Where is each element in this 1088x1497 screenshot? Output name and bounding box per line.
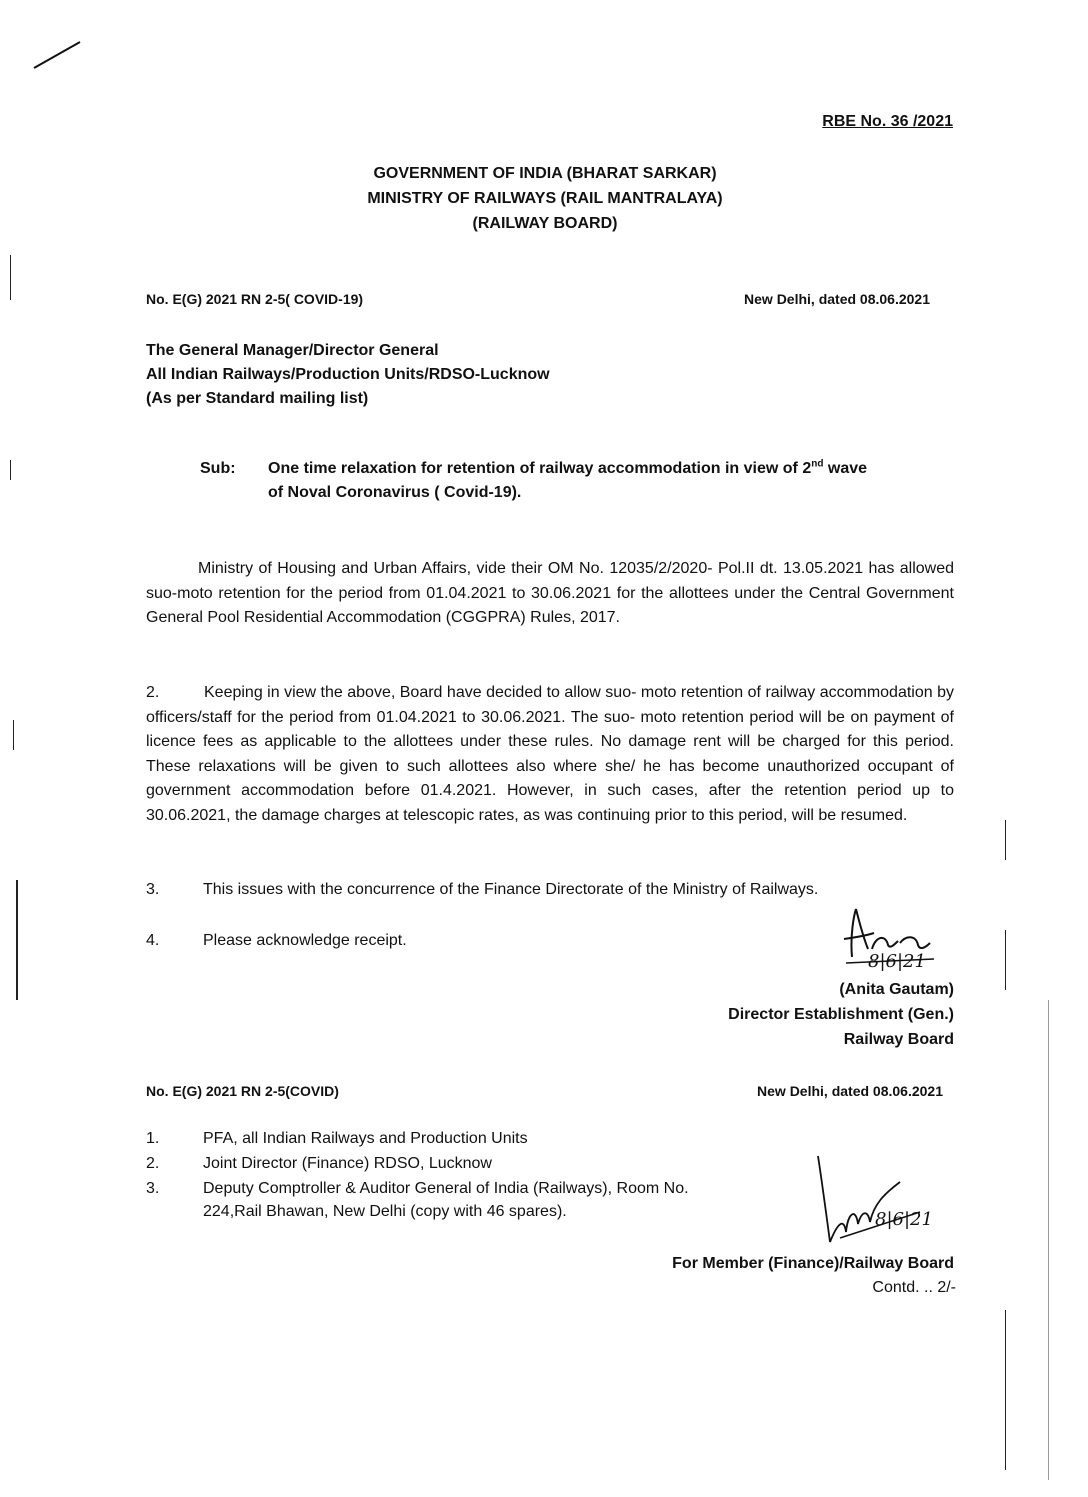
copy-item-3-number: 3. bbox=[146, 1180, 160, 1197]
copy-item-3: Deputy Comptroller & Auditor General of India (Railways), Room No. bbox=[203, 1180, 689, 1197]
paragraph-4-number: 4. bbox=[146, 932, 160, 949]
scan-artifact bbox=[1005, 1310, 1006, 1470]
paragraph-4: Please acknowledge receipt. bbox=[203, 932, 407, 949]
signature-2-date: 8|6|21 bbox=[875, 1209, 933, 1230]
paragraph-3: This issues with the concurrence of the Finance Directorate of the Ministry of Railways. bbox=[203, 881, 819, 898]
addressee-line-1: The General Manager/Director General bbox=[146, 342, 439, 359]
copy-item-2: Joint Director (Finance) RDSO, Lucknow bbox=[203, 1155, 492, 1172]
signatory-office: Railway Board bbox=[843, 1031, 954, 1048]
header-line-2: MINISTRY OF RAILWAYS (RAIL MANTRALAYA) bbox=[367, 190, 723, 207]
signatory-designation: Director Establishment (Gen.) bbox=[728, 1006, 954, 1023]
paragraph-2-number: 2. bbox=[146, 684, 160, 701]
scan-artifact bbox=[16, 880, 18, 1000]
signature-1-date: 8|6|21 bbox=[868, 951, 926, 972]
addressee-line-3: (As per Standard mailing list) bbox=[146, 390, 369, 407]
subject-text-1: One time relaxation for retention of railway accommodation in view of 2 bbox=[268, 460, 812, 477]
header-line-1: GOVERNMENT OF INDIA (BHARAT SARKAR) bbox=[373, 165, 717, 182]
subject-text-2: wave bbox=[823, 460, 868, 477]
letter-number: No. E(G) 2021 RN 2-5( COVID-19) bbox=[146, 291, 364, 307]
rbe-number: RBE No. 36 /2021 bbox=[822, 113, 953, 130]
subject-line-1 bbox=[268, 457, 958, 481]
continued-marker: Contd. .. 2/- bbox=[872, 1279, 956, 1296]
copy-item-2-number: 2. bbox=[146, 1155, 160, 1172]
paragraph-3-number: 3. bbox=[146, 881, 160, 898]
paragraph-2: Keeping in view the above, Board have decided to allow suo- moto retention of railway accommodation by officers/staff for the period from 01.04.2021 to 30.06.2021. The suo- moto retention period will be on payment of licence fees as applicable to the allottees under these rules. No damage rent will be charged for this period. These relaxations will be given to such allottees also where she/ he has become unauthorized occupant of government accommodation before 01.4.2021. However, in such cases, after the retention period up to 30.06.2021, the damage charges at telescopic rates, as was continuing prior to this period, will be resumed. bbox=[146, 684, 954, 824]
paragraph-1: Ministry of Housing and Urban Affairs, vide their OM No. 12035/2/2020- Pol.II dt. 13.05.2021 has allowed suo-moto retention for the period from 01.04.2021 to 30.06.2021 for the allottees under the Central Government General Pool Residential Accommodation (CGGPRA) Rules, 2017. bbox=[146, 560, 954, 627]
letter-date: New Delhi, dated 08.06.2021 bbox=[744, 291, 930, 307]
subject-label: Sub: bbox=[200, 460, 236, 477]
copy-letter-number: No. E(G) 2021 RN 2-5(COVID) bbox=[146, 1083, 339, 1099]
scan-artifact bbox=[10, 255, 11, 300]
copy-item-3-continued: 224,Rail Bhawan, New Delhi (copy with 46 spares). bbox=[203, 1203, 567, 1220]
scan-artifact bbox=[1005, 930, 1006, 990]
scan-artifact bbox=[1048, 1000, 1049, 1480]
header-line-3: (RAILWAY BOARD) bbox=[472, 215, 618, 232]
copy-item-1-number: 1. bbox=[146, 1130, 160, 1147]
for-member-finance: For Member (Finance)/Railway Board bbox=[672, 1255, 954, 1272]
signature-finance bbox=[810, 1152, 950, 1262]
scan-artifact bbox=[13, 720, 14, 750]
addressee-line-2: All Indian Railways/Production Units/RDSO-Lucknow bbox=[146, 366, 550, 383]
subject-line-2: of Noval Coronavirus ( Covid-19). bbox=[268, 484, 522, 501]
scan-artifact bbox=[1005, 820, 1006, 860]
subject-superscript: nd bbox=[811, 458, 824, 470]
copy-letter-date: New Delhi, dated 08.06.2021 bbox=[757, 1083, 943, 1099]
signatory-name: (Anita Gautam) bbox=[839, 981, 954, 998]
scan-mark bbox=[32, 38, 92, 78]
copy-item-1: PFA, all Indian Railways and Production Units bbox=[203, 1130, 528, 1147]
scan-artifact bbox=[10, 460, 11, 480]
